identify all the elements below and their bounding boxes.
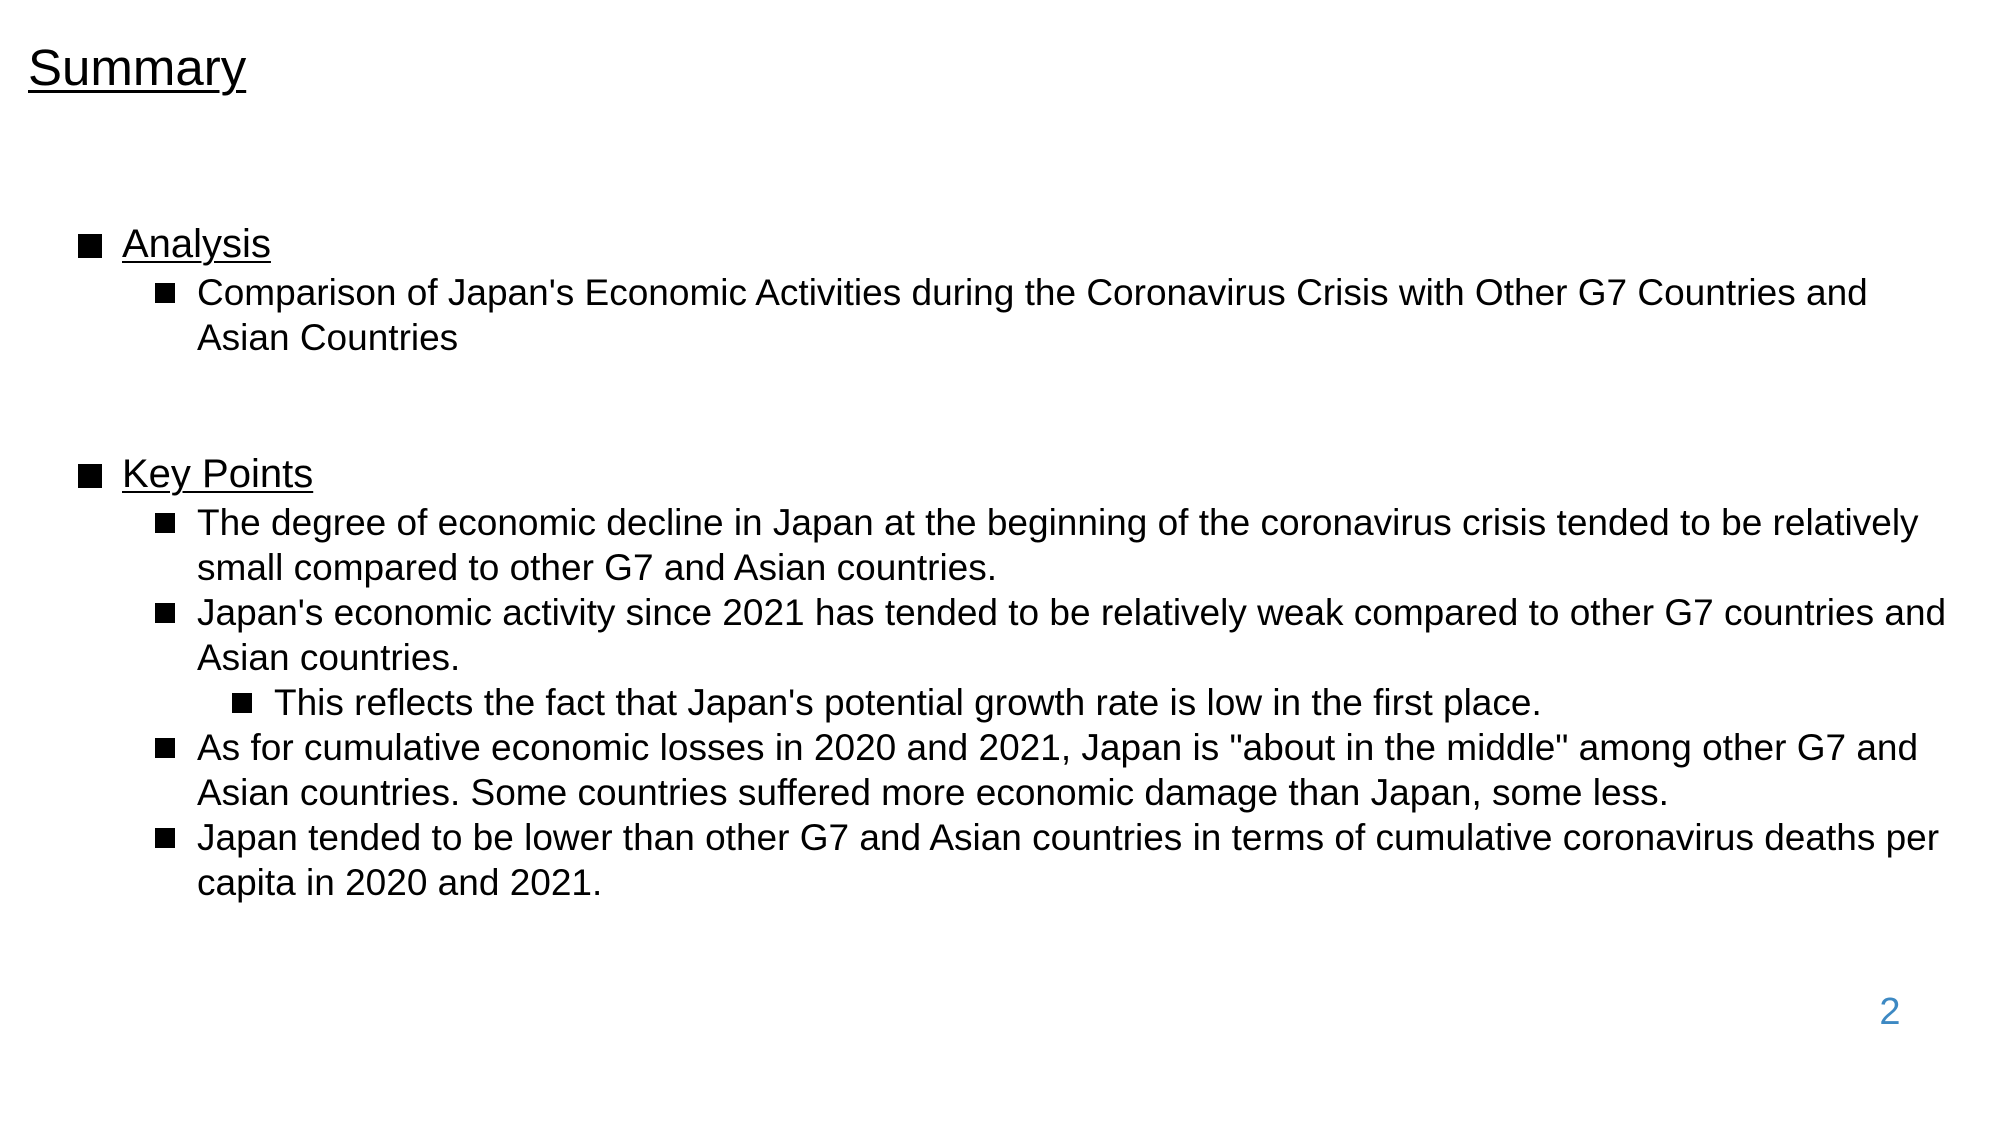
list-item-text: As for cumulative economic losses in 2020 and 2021, Japan is "about in the middle" among other G7 and Asian countries. Some countries suffered more economic damage than Japan, some less. (197, 727, 1919, 813)
square-bullet-icon (232, 693, 252, 713)
square-bullet-icon (155, 603, 175, 623)
page-number: 2 (1879, 991, 1901, 1033)
square-bullet-icon (78, 464, 102, 488)
analysis-list (0, 270, 2000, 360)
square-bullet-icon (155, 513, 175, 533)
square-bullet-icon (155, 283, 175, 303)
square-bullet-icon (155, 828, 175, 848)
square-bullet-icon (78, 234, 102, 258)
list-item (0, 500, 2000, 590)
list-item (0, 815, 2000, 905)
square-bullet-icon (155, 738, 175, 758)
list-item (0, 725, 2000, 815)
list-item (0, 590, 2000, 680)
list-item-text: Japan tended to be lower than other G7 and Asian countries in terms of cumulative coronavirus deaths per capita in 2020 and 2021. (197, 817, 1940, 903)
list-item-text: The degree of economic decline in Japan at the beginning of the coronavirus crisis tended to be relatively small compared to other G7 and Asian countries. (197, 502, 1919, 588)
key-points-list (0, 500, 2000, 905)
slide-title: Summary (28, 39, 247, 96)
section-heading-key-points: Key Points (122, 452, 314, 496)
section-heading-analysis: Analysis (122, 222, 271, 266)
sub-list-item (0, 680, 2000, 725)
list-item (0, 270, 2000, 360)
list-item-text: Japan's economic activity since 2021 has tended to be relatively weak compared to other G7 countries and Asian countries. (197, 592, 1947, 678)
sub-list-item-text: This reflects the fact that Japan's potential growth rate is low in the first place. (274, 682, 1542, 723)
list-item-text: Comparison of Japan's Economic Activities during the Coronavirus Crisis with Other G7 Countries and Asian Countries (197, 272, 1868, 358)
